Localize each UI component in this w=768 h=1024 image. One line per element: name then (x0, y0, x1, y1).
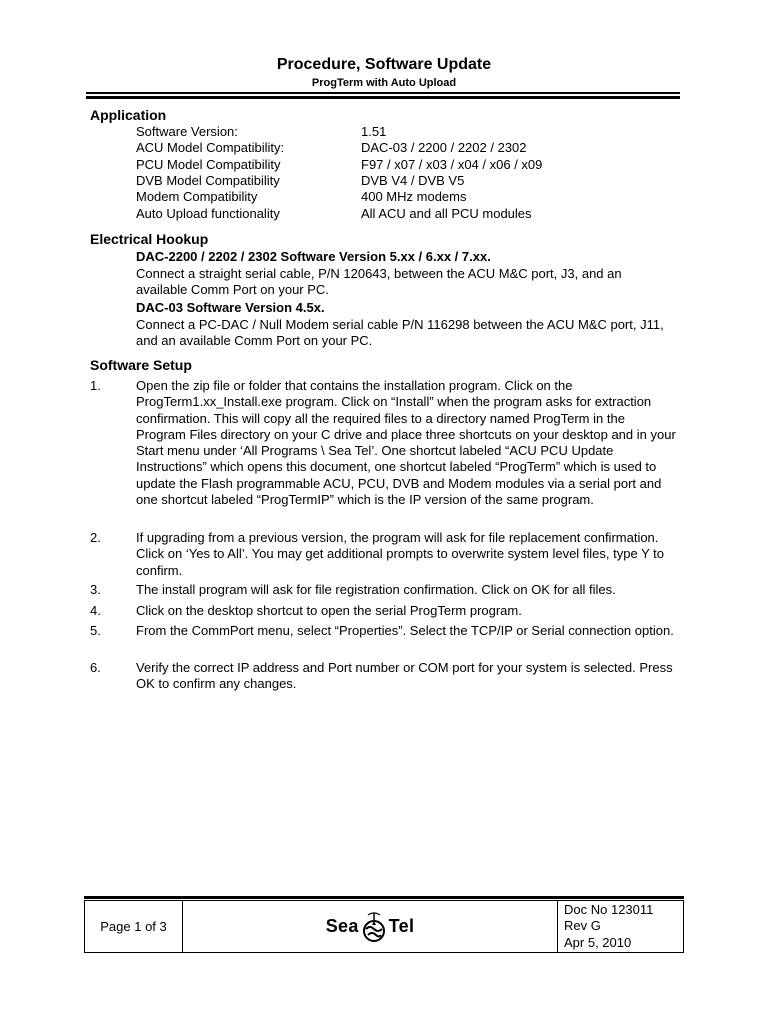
document-title: Procedure, Software Update (276, 56, 492, 73)
step-text: Click on the desktop shortcut to open the serial ProgTerm program. (136, 603, 522, 618)
doc-revision: Rev G (564, 918, 601, 934)
doc-number: Doc No 123011 (564, 901, 654, 917)
document-subtitle: ProgTerm with Auto Upload (311, 77, 457, 89)
doc-date: Apr 5, 2010 (564, 934, 632, 950)
paragraph-dac2200: Connect a straight serial cable, P/N 120643, between the ACU M&C port, J3, and an available Comm Port on your PC. (136, 266, 622, 298)
footer-table (84, 900, 684, 953)
page-number: Page 1 of 3 (85, 901, 183, 953)
antenna-globe-icon (361, 912, 387, 942)
subheading-dac03: DAC-03 Software Version 4.5x. (136, 300, 325, 315)
header-rule-thick (86, 96, 680, 99)
subheading-dac2200: DAC-2200 / 2202 / 2302 Software Version 5.xx / 6.xx / 7.xx. (136, 249, 491, 264)
footer-rule (84, 896, 684, 899)
row-label: Auto Upload functionality (136, 206, 280, 221)
step-number: 3. (90, 582, 101, 597)
step-number: 4. (90, 603, 101, 618)
row-label: PCU Model Compatibility (136, 157, 281, 172)
step-text: Open the zip file or folder that contains the installation program. Click on the ProgTerm1.xx_Install.exe program. Click on “Install” when the program asks for extraction confirmation. This will copy all the required files to a directory named ProgTerm in the Program Files directory on your C drive and place three shortcuts on your desktop and in your Start menu under ‘All Programs \ Sea Tel’. One shortcut labeled “ACU PCU Update Instructions” which opens this document, one shortcut labeled “ProgTerm” which is used to update the Flash programmable ACU, PCU, DVB and Modem modules via a serial port and one shortcut labeled “ProgTermIP” which is the IP version of the same program. (136, 378, 676, 508)
paragraph-dac03: Connect a PC-DAC / Null Modem serial cable P/N 116298 between the ACU M&C port, J11, and an available Comm Port on your PC. (136, 317, 664, 349)
section-heading-application: Application (90, 107, 167, 123)
logo-text-right: Tel (388, 916, 415, 936)
row-label: Software Version: (136, 124, 238, 139)
logo-text-left: Sea (325, 916, 359, 936)
row-value: DVB V4 / DVB V5 (361, 173, 465, 188)
company-logo (183, 901, 558, 953)
section-heading-electrical: Electrical Hookup (90, 231, 209, 247)
step-text: The install program will ask for file registration confirmation. Click on OK for all files. (136, 582, 616, 597)
step-number: 1. (90, 378, 101, 393)
step-text: Verify the correct IP address and Port number or COM port for your system is selected. Press OK to confirm any changes. (136, 660, 673, 692)
header-rule (86, 92, 680, 94)
row-value: F97 / x07 / x03 / x04 / x06 / x09 (361, 157, 543, 172)
step-number: 5. (90, 623, 101, 638)
step-text: If upgrading from a previous version, the program will ask for file replacement confirmation. Click on ‘Yes to All’. You may get additional prompts to overwrite system level files, type Y to confirm. (136, 530, 664, 578)
step-text: From the CommPort menu, select “Properties”. Select the TCP/IP or Serial connection option. (136, 623, 674, 638)
step-number: 6. (90, 660, 101, 675)
section-heading-setup: Software Setup (90, 357, 192, 373)
row-label: DVB Model Compatibility (136, 173, 280, 188)
step-number: 2. (90, 530, 101, 545)
row-label: Modem Compatibility (136, 189, 258, 204)
row-value: 1.51 (361, 124, 387, 139)
row-value: DAC-03 / 2200 / 2202 / 2302 (361, 140, 527, 155)
doc-info (558, 901, 684, 953)
row-label: ACU Model Compatibility: (136, 140, 285, 155)
row-value: 400 MHz modems (361, 189, 467, 204)
row-value: All ACU and all PCU modules (361, 206, 532, 221)
